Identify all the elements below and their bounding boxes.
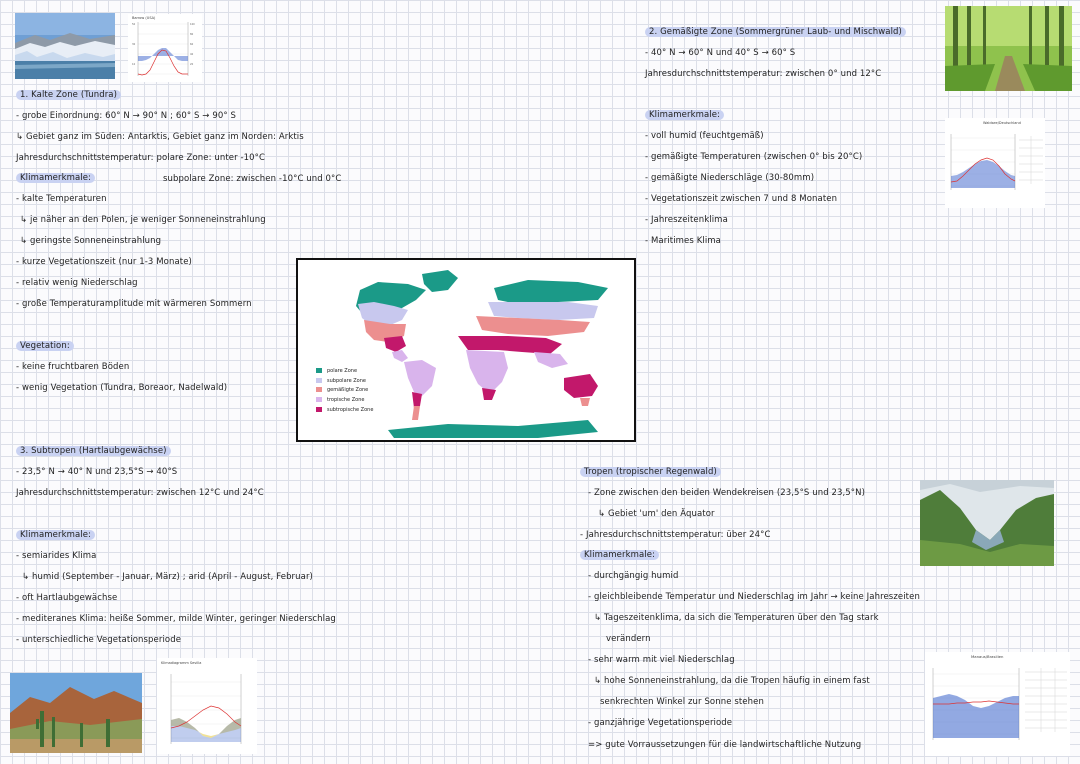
tundra-merkmal-3: ↳ geringste Sonneneinstrahlung — [20, 236, 162, 246]
tropen-line-3: - Jahresdurchschnittstemperatur: über 24°C — [580, 530, 771, 540]
subtropen-merkmal-2: ↳ humid (September - Januar, März) ; arid (April - August, Februar) — [22, 572, 313, 582]
legend-temperate: gemäßigte Zone — [327, 387, 369, 393]
gemaessigt-merkmal-5: - Jahreszeitenklima — [645, 215, 728, 225]
legend-polar: polare Zone — [327, 368, 358, 374]
tropen-merkmal-2: - gleichbleibende Temperatur und Niederschlag im Jahr → keine Jahreszeiten — [588, 592, 920, 602]
subtropen-merkmal-3: - oft Hartlaubgewächse — [16, 593, 118, 603]
legend-subtropic: subtropische Zone — [327, 407, 374, 413]
tropen-merkmal-7: senkrechten Winkel zur Sonne stehen — [600, 697, 764, 707]
rainforest-photo — [920, 480, 1054, 566]
chart-title: Waldsee/Deutschland — [983, 121, 1021, 125]
tundra-line-2: ↳ Gebiet ganz im Süden: Antarktis, Gebiet ganz im Norden: Arktis — [16, 132, 304, 142]
tropen-merkmal-5: - sehr warm mit viel Niederschlag — [588, 655, 735, 665]
tropen-merkmal-3: ↳ Tageszeitenklima, da sich die Temperaturen über den Tag stark — [594, 613, 879, 623]
subtropen-merkmal-4: - mediteranes Klima: heiße Sommer, milde Winter, geringer Niederschlag — [16, 614, 336, 624]
gemaessigt-title: 2. Gemäßigte Zone (Sommergrüner Laub- und Mischwald) — [645, 27, 906, 37]
tundra-merkmal-4: - kurze Vegetationszeit (nur 1-3 Monate) — [16, 257, 192, 267]
svg-text:80: 80 — [190, 33, 194, 36]
climate-chart-temperate — [945, 118, 1045, 208]
subtropen-line-2: Jahresdurchschnittstemperatur: zwischen 12°C und 24°C — [16, 488, 264, 498]
tropen-title: Tropen (tropischer Regenwald) — [580, 467, 721, 477]
tropen-merkmal-6: ↳ hohe Sonneneinstrahlung, da die Tropen häufig in einem fast — [594, 676, 870, 686]
tundra-title: 1. Kalte Zone (Tundra) — [16, 90, 121, 100]
gemaessigt-line-1: - 40° N → 60° N und 40° S → 60° S — [645, 48, 796, 58]
subtropen-merkmal-5: - unterschiedliche Vegetationsperiode — [16, 635, 182, 645]
gemaessigt-merkmal-6: - Maritimes Klima — [645, 236, 721, 246]
tundra-merkmal-1: - kalte Temperaturen — [16, 194, 107, 204]
svg-text:10: 10 — [132, 63, 136, 66]
climate-chart-polar — [128, 14, 202, 82]
tropen-merkmal-4: verändern — [606, 634, 651, 644]
glacier-photo — [15, 13, 115, 79]
tropen-merkmal-1: - durchgängig humid — [588, 571, 679, 581]
tropen-merkmal-8: - ganzjährige Vegetationsperiode — [588, 718, 733, 728]
gemaessigt-merkmal-2: - gemäßigte Temperaturen (zwischen 0° bis 20°C) — [645, 152, 863, 162]
tundra-merkmal-6: - große Temperaturamplitude mit wärmeren Sommern — [16, 299, 252, 309]
tundra-subpolar-note: subpolare Zone: zwischen -10°C und 0°C — [163, 174, 342, 184]
tundra-line-1: - grobe Einordnung: 60° N → 90° N ; 60° S → 90° S — [16, 111, 236, 121]
svg-text:100: 100 — [190, 23, 195, 26]
tundra-vegetation-1: - keine fruchtbaren Böden — [16, 362, 130, 372]
tundra-merkmal-5: - relativ wenig Niederschlag — [16, 278, 138, 288]
world-climate-map — [296, 258, 636, 442]
tundra-vegetation-label: Vegetation: — [16, 341, 74, 351]
climate-chart-subtropic — [157, 658, 257, 754]
gemaessigt-line-2: Jahresdurchschnittstemperatur: zwischen 0° und 12°C — [645, 69, 882, 79]
tropen-line-2: ↳ Gebiet 'um' den Äquator — [598, 509, 715, 519]
chart-title: Manaus/Brasilien — [971, 654, 1004, 659]
gemaessigt-klima-label: Klimamerkmale: — [645, 110, 724, 120]
tundra-line-3: Jahresdurchschnittstemperatur: polare Zone: unter -10°C — [16, 153, 266, 163]
legend-tropic: tropische Zone — [327, 397, 365, 403]
gemaessigt-merkmal-3: - gemäßigte Niederschläge (30-80mm) — [645, 173, 815, 183]
legend-subpolar: subpolare Zone — [327, 378, 366, 384]
subtropen-line-1: - 23,5° N → 40° N und 23,5°S → 40°S — [16, 467, 178, 477]
gemaessigt-merkmal-1: - voll humid (feuchtgemäß) — [645, 131, 764, 141]
svg-text:20: 20 — [190, 63, 194, 66]
climate-chart-tropic — [925, 652, 1070, 756]
svg-text:50: 50 — [132, 23, 136, 26]
subtropen-merkmal-1: - semiarides Klima — [16, 551, 97, 561]
chart-title: Barrow (USA) — [132, 16, 156, 20]
gemaessigt-merkmal-4: - Vegetationszeit zwischen 7 und 8 Monaten — [645, 194, 838, 204]
tropen-line-1: - Zone zwischen den beiden Wendekreisen (23,5°S und 23,5°N) — [588, 488, 866, 498]
subtropen-klima-label: Klimamerkmale: — [16, 530, 95, 540]
tundra-vegetation-2: - wenig Vegetation (Tundra, Boreaor, Nadelwald) — [16, 383, 228, 393]
desert-photo — [10, 673, 142, 753]
subtropen-title: 3. Subtropen (Hartlaubgewächse) — [16, 446, 171, 456]
svg-text:40: 40 — [190, 53, 194, 56]
tundra-merkmal-2: ↳ je näher an den Polen, je weniger Sonneneinstrahlung — [20, 215, 266, 225]
tropen-klima-label: Klimamerkmale: — [580, 550, 659, 560]
chart-title: Klimadiagramm Sevilla — [161, 661, 202, 665]
tropen-merkmal-9: => gute Vorraussetzungen für die landwirtschaftliche Nutzung — [588, 740, 862, 750]
svg-text:30: 30 — [132, 43, 136, 46]
forest-photo — [945, 6, 1072, 91]
svg-text:60: 60 — [190, 43, 194, 46]
tundra-klima-label: Klimamerkmale: — [16, 173, 95, 183]
